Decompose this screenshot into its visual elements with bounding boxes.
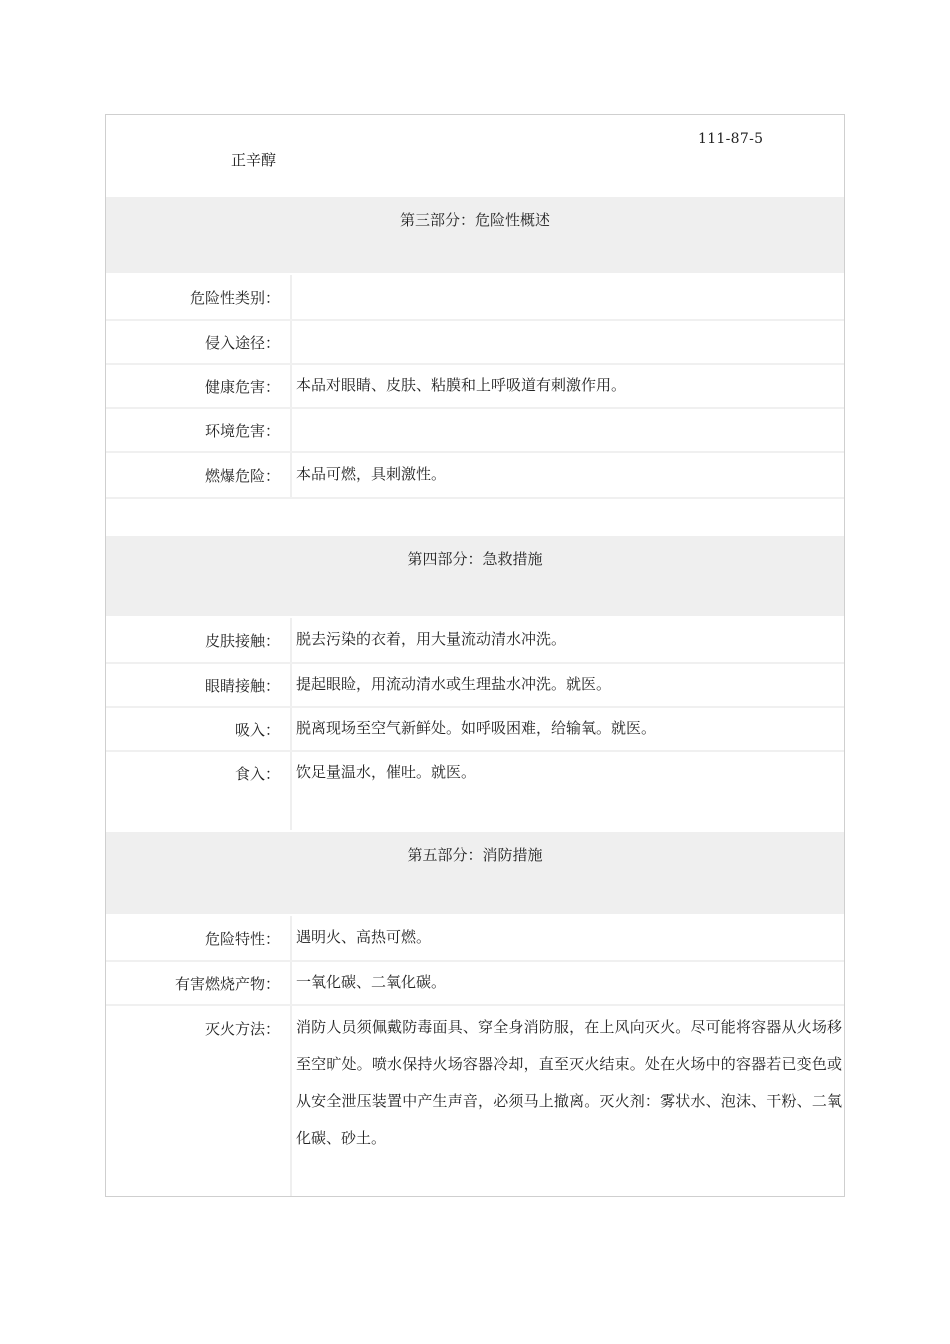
row-value: 本品可燃，具刺激性。	[296, 465, 447, 483]
row-label: 食入：	[234, 765, 280, 783]
table-row	[106, 960, 844, 1004]
row-value: 本品对眼睛、皮肤、粘膜和上呼吸道有刺激作用。	[296, 376, 627, 394]
row-value: 脱去污染的衣着，用大量流动清水冲洗。	[296, 630, 567, 648]
table-row	[106, 750, 844, 830]
row-label: 危险性类别：	[189, 289, 280, 307]
row-value: 提起眼睑，用流动清水或生理盐水冲洗。就医。	[296, 675, 612, 693]
table-row	[106, 451, 844, 497]
row-label: 危险特性：	[204, 930, 280, 948]
section4-header	[106, 536, 844, 616]
section3-title: 第三部分：危险性概述	[399, 211, 550, 229]
row-value: 一氧化碳、二氧化碳。	[296, 973, 447, 991]
row-value: 脱离现场至空气新鲜处。如呼吸困难，给输氧。就医。	[296, 719, 657, 737]
row-label: 侵入途径：	[204, 334, 280, 352]
row-label: 灭火方法：	[204, 1020, 280, 1038]
table-row	[106, 275, 844, 319]
section3-header	[106, 197, 844, 273]
table-row	[106, 319, 844, 363]
row-value: 遇明火、高热可燃。	[296, 928, 432, 946]
row-label: 眼睛接触：	[204, 677, 280, 695]
row-label: 吸入：	[234, 721, 280, 739]
row-label: 环境危害：	[204, 422, 280, 440]
row-value: 消防人员须佩戴防毒面具、穿全身消防服，在上风向灭火。尽可能将容器从火场移至空旷处。喷水保持火场容器冷却，直至灭火结束。处在火场中的容器若已变色或从安全泄压装置中产生声音，必须马上撤离。灭火剂：雾状水、泡沫、干粉、二氧化碳、砂土。	[296, 1018, 842, 1147]
table-row	[106, 618, 844, 662]
row-label: 皮肤接触：	[204, 632, 280, 650]
row-label: 健康危害：	[204, 378, 280, 396]
table-row	[106, 916, 844, 960]
table-row	[106, 1004, 844, 1196]
cas-number: 111-87-5	[698, 131, 764, 147]
table-row	[106, 706, 844, 750]
chemical-name: 正辛醇	[231, 151, 277, 169]
table-row	[106, 407, 844, 451]
row-value: 饮足量温水，催吐。就医。	[296, 763, 477, 781]
row-label: 有害燃烧产物：	[174, 975, 280, 993]
table-row	[106, 662, 844, 706]
row-label: 燃爆危险：	[204, 467, 280, 485]
section5-title: 第五部分：消防措施	[407, 846, 543, 864]
section5-header	[106, 832, 844, 914]
table-row	[106, 363, 844, 407]
section4-title: 第四部分：急救措施	[407, 550, 543, 568]
